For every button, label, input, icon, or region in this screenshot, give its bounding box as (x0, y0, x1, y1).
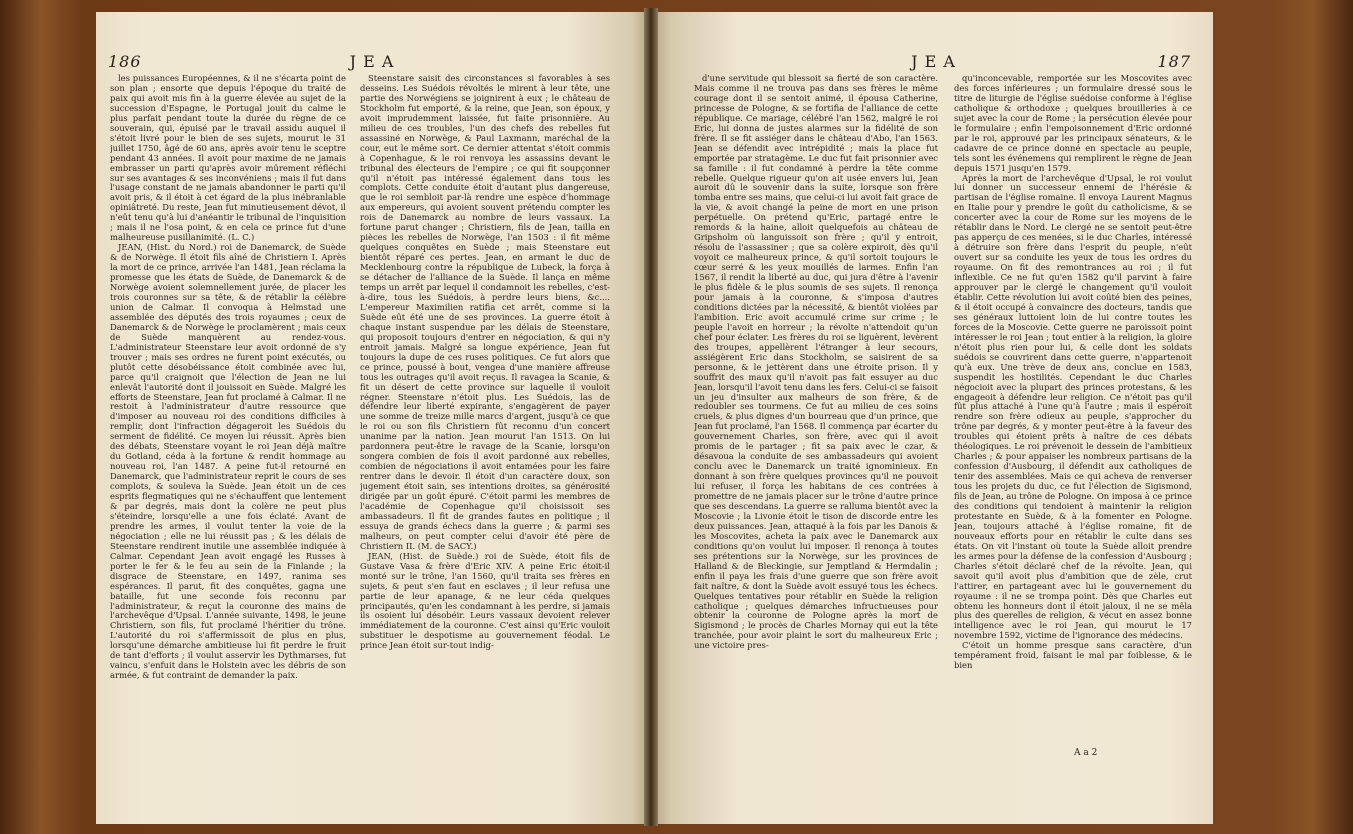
right-column-2 (954, 74, 1192, 744)
paragraph: Après la mort de l'archevêque d'Upsal, le roi voulut lui donner un successeur ennemi de l'hérésie & partisan de l'église romaine. Il envoya Laurent Magnus en Italie pour y prendre le goût du catholicisme, & se concerter avec la cour de Rome sur les moyens de le rétablir dans le Nord. Le clergé ne se sentoit peut-être pas apperçu de ces menées, si le duc Charles, intéressé à détruire son frère dans l'esprit du peuple, n'eût ouvert sur sa conduite les yeux de tous les ordres du royaume. On fit des remontrances au roi ; il fut inflexible. Ce ne fut qu'en 1582 qu'il parvint à faire approuver par le clergé le changement qu'il vouloit établir. Cette révolution lui avoit coûté bien des peines, & il étoit occupé à convaincre des docteurs, tandis que ses généraux luttoient loin de lui contre toutes les forces de la Moscovie. Cette guerre ne paroissoit point intéresser le roi Jean ; tout entier à la religion, la gloire n'étoit plus rien pour lui, & celle dont les soldats suédois se couvrirent dans cette guerre, n'appartenoit qu'à eux. Une trève de deux ans, conclue en 1583, suspendit les hostilités. Cependant le duc Charles négocioit avec la plupart des princes protestans, & les engageoit à défendre leur religion. Ce n'étoit pas qu'il fût plus attaché à l'une qu'à l'autre ; mais il espéroit rendre son frère odieux au peuple, s'approcher du trône par degrés, & y monter peut-être à la faveur des troubles qui étoient prêts à naître de ces débats théologiques. Le roi prévenoit le dessein de l'ambitieux Charles ; & pour appaiser les nombreux partisans de la confession d'Ausbourg, il défendit aux catholiques de tenir des assemblées. Mais ce qui acheva de renverser tous les projets du duc, ce fut l'élection de Sigismond, fils de Jean, au trône de Pologne. On imposa à ce prince des conditions qui tendoient à maintenir la religion protestante en Suède, & à la fomenter en Pologne. Jean, toujours attaché à l'église romaine, fit de nouveaux efforts pour en rétablir le culte dans ses états. On vit l'instant où toute la Suède alloit prendre les armes pour la défense de la confession d'Ausbourg ; Charles s'étoit déclaré chef de la révolte. Jean, qui savoit qu'il avoit plus d'ambition que de zèle, crut l'attirer, en partageant avec lui le gouvernement du royaume : il ne se trompa point. Dès que Charles eut obtenu les honneurs dont il étoit jaloux, il ne se mêla plus des querelles de religion, & vécut en assez bonne intelligence avec le roi Jean, qui mourut le 17 novembre 1592, victime de l'ignorance des médecins. (954, 172, 1192, 641)
right-page-number: 187 (1157, 52, 1191, 71)
left-column-1 (110, 74, 346, 744)
paragraph: Steenstare saisit des circonstances si favorables à ses desseins. Les Suédois révoltés le mirent à leur tête, une partie des Norwégiens se joignirent à eux ; le château de Stockholm fut emporté, & la reine, que Jean, son époux, y avoit imprudemment laissée, fut faite prisonnière. Au milieu de ces troubles, l'un des chefs des rebelles fut assassiné en Norwège, & Paul Laxmann, maréchal de la cour, eut le même sort. Ce dernier attentat s'étoit commis à Copenhague, & le roi renvoya les assassins devant le tribunal des électeurs de l'empire ; ce qui fit soupçonner qu'il n'étoit pas intéressé également dans tous les complots. Cette conduite étoit d'autant plus dangereuse, que le roi sembloit par-là rendre une espèce d'hommage aux empereurs, qui avoient souvent prétendu compter les rois de Danemarck au nombre de leurs vassaux. La fortune parut changer ; Christiern, fils de Jean, tailla en pièces les rebelles de Norwège, l'an 1503 : il fit même quelques conquêtes en Suède ; mais Steenstare eut bientôt réparé ces pertes. Jean, en armant le duc de Mecklenbourg contre la république de Lubeck, la força à se détacher de l'alliance de la Suède. Il lança en même temps un arrêt par lequel il condamnoit les rebelles, c'est-à-dire, tous les Suédois, à perdre leurs biens, &c.... L'empereur Maximilien ratifia cet arrêt, comme si la Suède eût été une de ses provinces. La guerre étoit à chaque instant suspendue par les délais de Steenstare, qui proposoit toujours d'entrer en négociation, & qui n'y entroit jamais. Malgré sa longue expérience, Jean fut toujours la dupe de ces ruses politiques. Ce fut alors que ce prince, poussé à bout, vengea d'une manière affreuse tous les outrages qu'il avoit reçus. Il ravagea la Scanie, & fit un désert de cette province sur laquelle il vouloit régner. Steenstare n'étoit plus. Les Suédois, las de défendre leur liberté expirante, s'engagèrent de payer une somme de treize mille marcs d'argent, jusqu'à ce que le roi ou son fils Christiern fût reconnu d'un concert unanime par la nation. Jean mourut l'an 1513. On lui pardonnera peut-être le ravage de la Scanie, lorsqu'on songera combien de fois il avoit pardonné aux rebelles, combien de négociations il avoit entamées pour les faire rentrer dans le devoir. Il étoit d'un caractère doux, son jugement étoit sain, ses intentions droites, sa générosité dirigée par un goût épuré. C'étoit parmi les membres de l'académie de Copenhague qu'il choisissoit ses ambassadeurs. Il fit de grandes fautes en politique ; il essuya de grands échecs dans la guerre ; & parmi ses malheurs, on peut compter celui d'avoir été père de Christiern II. (M. de SACY.) (360, 74, 610, 551)
paragraph: les puissances Européennes, & il ne s'écarta point de son plan ; ensorte que depuis l'époque du traité de paix qui avoit mis fin à la guerre élevée au sujet de la succession d'Espagne, le Portugal jouit du calme le plus parfait pendant toute la durée du règne de ce souverain, qui, épuisé par le travail assidu auquel il s'étoit livré pour le bien de ses sujets, mourut le 31 juillet 1750, âgé de 60 ans, après avoir tenu le sceptre pendant 43 années. Il avoit pour maxime de ne jamais embrasser un parti qu'après avoir mûrement réfléchi sur ses avantages & ses inconvéniens ; mais il fut dans l'usage constant de ne jamais abandonner le parti qu'il avoit pris, & il étoit à cet égard de la plus inébranlable opiniâtreté. Du reste, Jean fut minutieusement dévot, il n'eût tenu qu'à lui d'anéantir le tribunal de l'inquisition ; mais il ne l'osa point, & en cela ce prince fut d'une malheureuse pusillanimité. (L. C.) (110, 74, 346, 243)
right-page (654, 12, 1213, 824)
signature-mark: A a 2 (1074, 748, 1098, 758)
paragraph: qu'inconcevable, remportée sur les Moscovites avec des forces inférieures ; un formulaire dressé sous le titre de liturgie de l'église suédoise conforme à l'église catholique & orthodoxe ; quelques brouilleries à ce sujet avec la cour de Rome ; la persécution élevée pour le formulaire ; enfin l'empoisonnement d'Eric ordonné par le roi, approuvé par les principaux sénateurs, & le cadavre de ce prince donné en spectacle au peuple, tels sont les événemens qui remplirent le règne de Jean depuis 1571 jusqu'en 1579. (954, 74, 1192, 173)
left-column-2 (360, 74, 610, 744)
book-gutter (644, 8, 658, 826)
paragraph: C'étoit un homme presque sans caractère, d'un tempérament froid, faisant le mal par foiblesse, & le bien (954, 640, 1192, 671)
paragraph: JEAN, (Hist. de Suède.) roi de Suède, étoit fils de Gustave Vasa & frère d'Eric XIV. A peine Eric étoit-il monté sur le trône, l'an 1560, qu'il traita ses frères en sujets, & peut s'en faut en esclaves ; il leur refusa une partie de leur apanage, & ne leur céda quelques principautés, qu'en les condamnant à les perdre, si jamais ils osoient lui désobéir. Leurs vassaux devoient relever immédiatement de la couronne. C'est ainsi qu'Eric vouloit substituer le despotisme au gouvernement féodal. Le prince Jean étoit sur-tout indig- (360, 550, 610, 651)
paragraph: d'une servitude qui blessoit sa fierté de son caractère. Mais comme il ne trouva pas dans ses frères le même courage dont il se sentoit animé, il épousa Catherine, princesse de Pologne, & se fortifia de l'alliance de cette république. Ce mariage, célébré l'an 1562, malgré le roi Eric, lui donna de justes alarmes sur la fidélité de son frère. Il se fit assiéger dans le château d'Abo, l'an 1563. Jean se défendit avec intrépidité ; mais la place fut emportée par stratagème. Le duc fut fait prisonnier avec sa famille : il fut condamné à perdre la tête comme rebelle. Quelque rigueur qu'on ait usée envers lui, Jean auroit dû le souvenir dans la suite, lorsque son frère tomba entre ses mains, que celui-ci lui avoit fait grace de la vie, & avoit changé la peine de mort en une prison perpétuelle. On prétend qu'Eric, partagé entre le remords & la haine, alloit quelquefois au château de Gripsholm où languissoit son frère ; qu'il y entroit, résolu de l'assassiner ; que sa colère expiroit, dès qu'il voyoit ce malheureux prince, & qu'il sortoit toujours le cœur serré & les yeux mouillés de larmes. Enfin l'an 1567, il rendit la liberté au duc, qui jura d'être à l'avenir le plus fidèle & le plus soumis de ses sujets. Il renonça pour jamais à la couronne, & s'imposa d'autres conditions dictées par la nécessité, & bientôt violées par l'ambition. Eric avoit accumulé crime sur crime ; le peuple l'avoit en horreur ; la révolte n'attendoit qu'un chef pour éclater. Les frères du roi se liguèrent, levèrent des troupes, appellèrent l'étranger à leur secours, assiégèrent Eric dans Stockholm, se saisirent de sa personne, & le jettèrent dans une étroite prison. Il y souffrit des maux qu'il n'avoit pas fait essuyer au duc Jean, lorsqu'il l'avoit tenu dans les fers. Celui-ci se faisoit un jeu d'insulter aux malheurs de son frère, & de redoubler ses tourmens. Ce fut au milieu de ces soins cruels, & plus dignes d'un bourreau que d'un prince, que Jean fut proclamé, l'an 1568. Il commença par écarter du gouvernement Charles, son frère, avec qui il avoit promis de le partager ; fit sa paix avec le czar, & désavoua la conduite de ses ambassadeurs qui avoient conclu avec le Danemarck un traité ignominieux. En donnant à son frère quelques provinces qu'il ne pouvoit lui refuser, il força les habitans de ces contrées à promettre de ne jamais placer sur le trône d'autre prince que ses descendans. La guerre se ralluma bientôt avec la Moscovie ; la Livonie étoit le tison de discorde entre les deux puissances. Jean, attaqué à la fois par les Danois & les Moscovites, acheta la paix avec le Danemarck aux conditions qu'on voulut lui imposer. Il renonça à toutes ses prétentions sur la Norwège, sur les provinces de Halland & de Bleckingie, sur Jemptland & Hermdalin ; enfin il paya les frais d'une guerre que son frère avoit fait naître, & dont la Suède avoit essuyé tous les échecs. Quelques tentatives pour rétablir en Suède la religion catholique ; quelques démarches infructueuses pour obtenir la couronne de Pologne après la mort de Sigismond ; le procès de Charles Mornay qui eut la tête tranchée, pour avoir plaint le sort du malheureux Eric ; une victoire pres- (694, 74, 938, 651)
paragraph: JEAN, (Hist. du Nord.) roi de Danemarck, de Suède & de Norwège. Il étoit fils aîné de Christiern I. Après la mort de ce prince, arrivée l'an 1481, Jean réclama la promesse que les états de Suède, de Danemarck & de Norwège avoient solemnellement jurée, de placer les trois couronnes sur sa tête, & de rétablir la célèbre union de Calmar. Il convoqua à Helmstad une assemblée des députés des trois royaumes ; ceux de Danemarck & de Norwège le proclamèrent ; mais ceux de Suède manquèrent au rendez-vous. L'administrateur Steenstare leur avoit ordonné de s'y trouver ; mais ses ordres ne furent point exécutés, ou plutôt cette désobéissance étoit combinée avec lui, parce qu'il craignoit que l'élection de Jean ne lui enlevât l'autorité dont il jouissoit en Suède. Malgré les efforts de Steenstare, Jean fut proclamé à Calmar. Il ne restoit à l'administrateur d'autre ressource que d'imposer au nouveau roi des conditions difficiles à remplir, dont l'infraction dégageroit les Suédois du serment de fidélité. Ce moyen lui réussit. Après bien des débats, Steenstare voyant le roi Jean déjà maître du Gotland, céda à la fortune & rendit hommage au nouveau roi, l'an 1487. A peine fut-il retourné en Danemarck, que l'administrateur reprit le cours de ses complots, & souleva la Suède. Jean étoit un de ces esprits flegmatiques qui ne s'échauffent que lentement & par degrés, mais dont la colère ne peut plus s'éteindre, lorsqu'elle a une fois éclaté. Avant de prendre les armes, il voulut tenter la voie de la négociation ; elle ne lui réussit pas ; & les délais de Steenstare rendirent inutile une assemblée indiquée à Calmar. Cependant Jean avoit engagé les Russes à porter le fer & le feu au sein de la Finlande ; la disgrace de Steenstare, en 1497, ranima ses espérances. Il parut, fit des conquêtes, gagna une bataille, fut une seconde fois reconnu par l'administrateur, & reçut la couronne des mains de l'archevêque d'Upsal. L'année suivante, 1498, le jeune Christiern, son fils, fut proclamé l'héritier du trône. L'autorité du roi s'affermissoit de plus en plus, lorsqu'une démarche ambitieuse lui fit perdre le fruit de tant d'efforts ; il voulut asservir les Dythmarses, fut vaincu, s'enfuit dans le Holstein avec les débris de son armée, & fut contraint de demander la paix. (110, 242, 346, 681)
left-page (96, 12, 648, 824)
left-running-head: J E A (349, 52, 395, 71)
left-page-number: 186 (108, 52, 142, 71)
right-running-head: J E A (911, 52, 956, 71)
right-column-1 (694, 74, 938, 744)
